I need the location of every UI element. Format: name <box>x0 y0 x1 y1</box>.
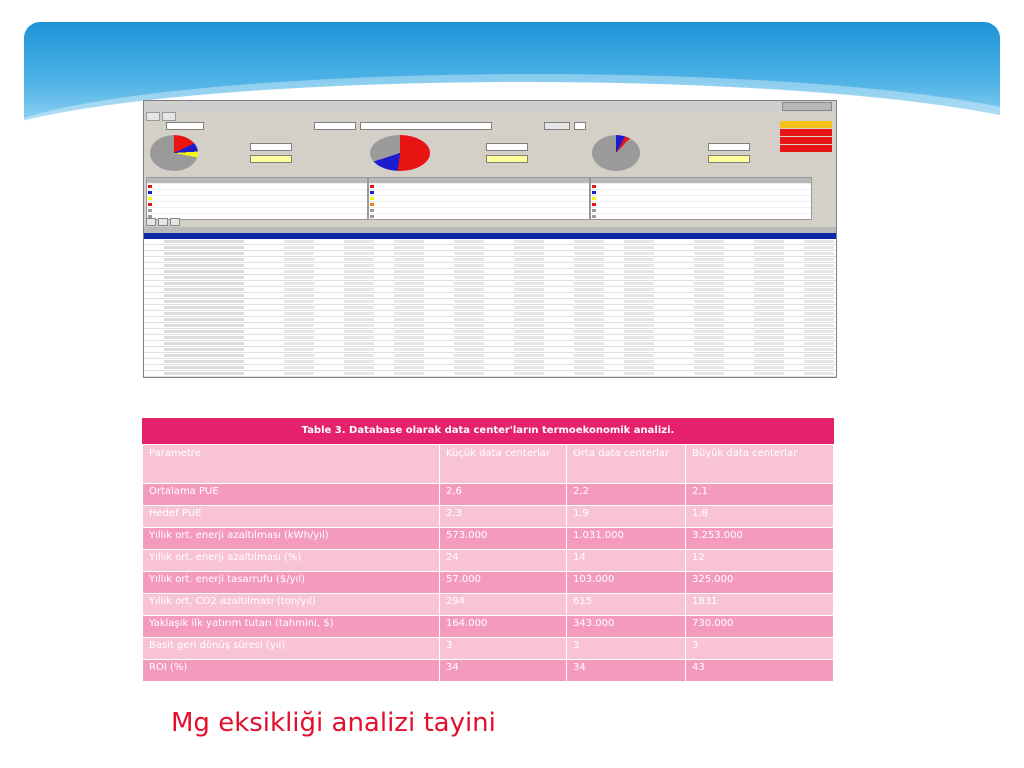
mini-table-2 <box>368 177 590 220</box>
table-row-label: Yıllık ort. enerji tasarrufu ($/yıl) <box>143 572 440 594</box>
table-row-label: Yaklaşık ilk yatırım tutarı (tahmini, $) <box>143 616 440 638</box>
table-cell: 57.000 <box>440 572 567 594</box>
table-cell: 573.000 <box>440 528 567 550</box>
thermoeconomic-table <box>142 418 834 682</box>
action-controls <box>544 122 586 130</box>
action-field <box>574 122 586 130</box>
table-cell: 294 <box>440 594 567 616</box>
grid-button <box>146 218 156 226</box>
table-cell: 1831 <box>686 594 834 616</box>
app-tabs <box>146 112 178 120</box>
pie-value-field <box>486 155 528 163</box>
table-cell: 3 <box>686 638 834 660</box>
pie-value-field <box>250 155 292 163</box>
table-cell: 34 <box>567 660 686 682</box>
pie-chart-2 <box>370 135 430 171</box>
table-row <box>143 484 834 506</box>
date-from-field <box>166 122 204 130</box>
date-to-control <box>314 122 492 130</box>
table-cell: 2,1 <box>686 484 834 506</box>
table-cell: 2,6 <box>440 484 567 506</box>
legend-button-yellow <box>780 121 832 128</box>
table-row <box>143 572 834 594</box>
table-cell: 3 <box>567 638 686 660</box>
table-row-label: Yıllık ort. enerji azaltılması (%) <box>143 550 440 572</box>
table-cell: 43 <box>686 660 834 682</box>
data-grid <box>144 227 836 377</box>
table-cell: 1,8 <box>686 506 834 528</box>
mini-table-1 <box>146 177 368 220</box>
table-cell: 34 <box>440 660 567 682</box>
pie-value-field <box>486 143 528 151</box>
table-row <box>143 528 834 550</box>
table-title: Table 3. Database olarak data center'ların termoekonomik analizi. <box>142 418 834 444</box>
table-row-label: Yıllık ort. enerji azaltılması (kWh/yıl) <box>143 528 440 550</box>
table-row <box>143 660 834 682</box>
embedded-app-screenshot <box>143 100 837 378</box>
table-row <box>143 616 834 638</box>
slide-caption: Mg eksikliği analizi tayini <box>171 708 496 738</box>
table-header-cell: Orta data centerlar <box>567 445 686 484</box>
mini-table-3 <box>590 177 812 220</box>
date-from-control <box>148 122 204 130</box>
pie-panel-1 <box>146 133 366 173</box>
filter-dropdown <box>360 122 492 130</box>
pie-value-field <box>250 143 292 151</box>
pie-chart-1 <box>150 135 198 171</box>
table-header-cell: Parametre <box>143 445 440 484</box>
pie-value-field <box>708 143 750 151</box>
table-cell: 24 <box>440 550 567 572</box>
table-row-label: Yıllık ort. CO2 azaltılması (ton/yıl) <box>143 594 440 616</box>
table-cell: 2,3 <box>440 506 567 528</box>
action-button <box>544 122 570 130</box>
table-row-label: ROI (%) <box>143 660 440 682</box>
thermoeconomic-table-container <box>142 418 834 682</box>
table-cell: 3.253.000 <box>686 528 834 550</box>
table-cell: 14 <box>567 550 686 572</box>
table-row <box>143 594 834 616</box>
table-row <box>143 638 834 660</box>
table-cell: 12 <box>686 550 834 572</box>
table-header-cell: Küçük data centerlar <box>440 445 567 484</box>
table-cell: 343.000 <box>567 616 686 638</box>
table-cell: 1,9 <box>567 506 686 528</box>
app-tab <box>146 112 160 121</box>
date-to-field <box>314 122 356 130</box>
table-header-row <box>143 445 834 484</box>
pie-panel-2 <box>366 133 586 173</box>
grid-button <box>170 218 180 226</box>
table-row-label: Basit geri dönüş süresi (yıl) <box>143 638 440 660</box>
app-title-button <box>782 102 832 111</box>
pie-chart-3 <box>592 135 640 171</box>
app-tab <box>162 112 176 121</box>
table-cell: 164.000 <box>440 616 567 638</box>
grid-row <box>144 377 836 378</box>
table-cell: 325.000 <box>686 572 834 594</box>
table-row-label: Hedef PUE <box>143 506 440 528</box>
table-cell: 3 <box>440 638 567 660</box>
table-row-label: Ortalama PUE <box>143 484 440 506</box>
table-cell: 615 <box>567 594 686 616</box>
table-cell: 1.031.000 <box>567 528 686 550</box>
table-cell: 103.000 <box>567 572 686 594</box>
table-cell: 2,2 <box>567 484 686 506</box>
grid-button <box>158 218 168 226</box>
table-row <box>143 550 834 572</box>
table-header-cell: Büyük data centerlar <box>686 445 834 484</box>
app-titlebar <box>144 101 836 111</box>
pie-value-field <box>708 155 750 163</box>
table-row <box>143 506 834 528</box>
pie-panel-3 <box>588 133 808 173</box>
table-cell: 730.000 <box>686 616 834 638</box>
